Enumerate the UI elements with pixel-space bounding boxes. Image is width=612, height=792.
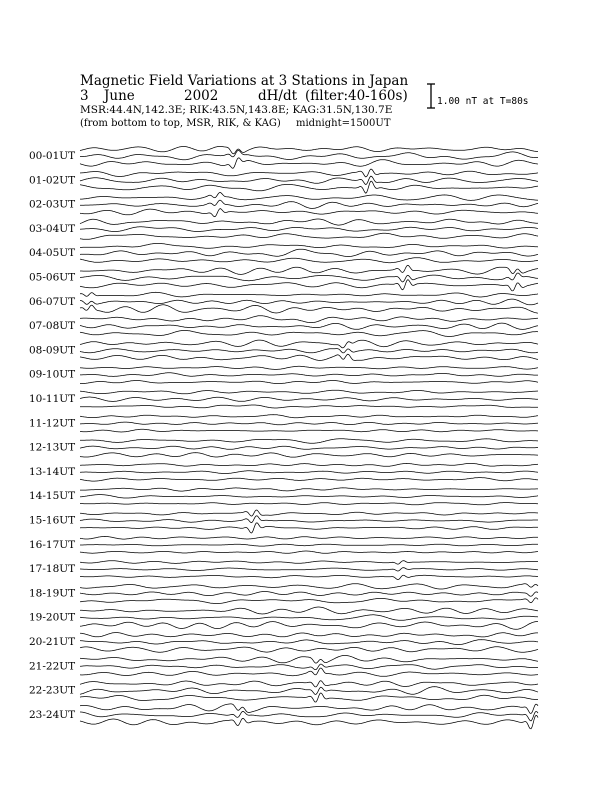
row-label: 06-07UT bbox=[29, 295, 76, 308]
trace-rik bbox=[80, 397, 538, 401]
trace-msr bbox=[80, 693, 538, 702]
trace-rik bbox=[80, 592, 538, 597]
trace-kag bbox=[80, 561, 538, 565]
trace-rik bbox=[80, 544, 538, 546]
trace-kag bbox=[80, 439, 538, 443]
row-label: 16-17UT bbox=[29, 538, 76, 551]
trace-rik bbox=[80, 176, 538, 184]
trace-kag bbox=[80, 366, 538, 369]
trace-kag bbox=[80, 584, 538, 589]
row-label: 13-14UT bbox=[29, 465, 76, 478]
trace-rik bbox=[80, 664, 538, 670]
trace-msr bbox=[80, 523, 538, 533]
hour-row bbox=[29, 681, 538, 702]
trace-kag bbox=[80, 193, 538, 201]
row-label: 14-15UT bbox=[29, 490, 76, 503]
trace-kag bbox=[80, 655, 538, 663]
trace-kag bbox=[80, 607, 538, 614]
row-label: 03-04UT bbox=[29, 222, 76, 235]
trace-kag bbox=[80, 633, 538, 637]
hour-row bbox=[29, 439, 538, 457]
trace-msr bbox=[80, 622, 538, 630]
hour-row bbox=[29, 704, 538, 729]
row-label: 10-11UT bbox=[29, 393, 76, 405]
trace-msr bbox=[80, 575, 538, 579]
trace-rik bbox=[80, 349, 538, 353]
row-label: 09-10UT bbox=[29, 368, 76, 381]
hour-row bbox=[29, 340, 538, 360]
traces-layer bbox=[29, 146, 538, 728]
date-year: 2002 bbox=[184, 88, 219, 104]
hour-row bbox=[29, 243, 538, 262]
hour-row bbox=[29, 536, 538, 553]
chart-title: Magnetic Field Variations at 3 Stations in Japan bbox=[80, 73, 409, 89]
trace-rik bbox=[80, 687, 538, 695]
row-label: 22-23UT bbox=[29, 684, 76, 697]
hour-row bbox=[29, 219, 538, 239]
trace-msr bbox=[80, 305, 538, 313]
trace-kag bbox=[80, 340, 538, 348]
trace-msr bbox=[80, 453, 538, 458]
row-label: 15-16UT bbox=[29, 514, 76, 527]
trace-msr bbox=[80, 668, 538, 676]
trace-kag bbox=[80, 463, 538, 466]
row-label: 18-19UT bbox=[29, 587, 76, 600]
trace-msr bbox=[80, 258, 538, 263]
trace-msr bbox=[80, 503, 538, 505]
hour-row bbox=[29, 169, 538, 193]
trace-kag bbox=[80, 415, 538, 418]
trace-rik bbox=[80, 640, 538, 645]
trace-rik bbox=[80, 150, 538, 159]
scale-label: 1.00 nT at T=80s bbox=[437, 96, 529, 107]
quantity-label: dH/dt bbox=[258, 88, 298, 104]
trace-rik bbox=[80, 273, 538, 282]
trace-rik bbox=[80, 568, 538, 571]
stations-line: MSR:44.4N,142.3E; RIK:43.5N,143.8E; KAG:31.5N,130.7E bbox=[80, 104, 393, 116]
hour-row bbox=[29, 292, 538, 313]
scale-bar bbox=[427, 84, 435, 108]
trace-msr bbox=[80, 280, 538, 291]
trace-msr bbox=[80, 478, 538, 482]
row-label: 00-01UT bbox=[29, 150, 76, 162]
trace-kag bbox=[80, 292, 538, 297]
hour-row bbox=[29, 510, 538, 533]
trace-msr bbox=[80, 330, 538, 336]
trace-rik bbox=[80, 227, 538, 232]
trace-kag bbox=[80, 510, 538, 516]
trace-kag bbox=[80, 146, 538, 153]
hour-row bbox=[29, 366, 538, 383]
trace-kag bbox=[80, 219, 538, 225]
trace-msr bbox=[80, 405, 538, 408]
filter-label: (filter:40-160s) bbox=[305, 88, 408, 104]
row-label: 01-02UT bbox=[29, 174, 76, 187]
trace-msr bbox=[80, 715, 538, 729]
trace-kag bbox=[80, 243, 538, 248]
trace-rik bbox=[80, 323, 538, 329]
trace-rik bbox=[80, 495, 538, 498]
trace-rik bbox=[80, 422, 538, 425]
row-label: 12-13UT bbox=[29, 441, 76, 454]
trace-msr bbox=[80, 209, 538, 217]
trace-rik bbox=[80, 615, 538, 621]
row-label: 23-24UT bbox=[29, 708, 76, 721]
trace-kag bbox=[80, 169, 538, 177]
row-label: 07-08UT bbox=[29, 320, 76, 333]
trace-kag bbox=[80, 488, 538, 491]
row-label: 20-21UT bbox=[29, 636, 76, 648]
row-label: 08-09UT bbox=[29, 344, 76, 357]
trace-rik bbox=[80, 200, 538, 208]
trace-msr bbox=[80, 181, 538, 193]
trace-kag bbox=[80, 265, 538, 274]
row-label: 02-03UT bbox=[29, 198, 76, 211]
trace-rik bbox=[80, 299, 538, 305]
hour-row bbox=[29, 390, 538, 408]
trace-rik bbox=[80, 711, 538, 721]
trace-kag bbox=[80, 681, 538, 687]
trace-msr bbox=[80, 381, 538, 384]
trace-msr bbox=[80, 647, 538, 652]
row-label: 05-06UT bbox=[29, 271, 76, 284]
trace-msr bbox=[80, 429, 538, 432]
trace-kag bbox=[80, 536, 538, 539]
trace-rik bbox=[80, 249, 538, 256]
hour-row bbox=[29, 463, 538, 481]
trace-kag bbox=[80, 390, 538, 394]
hour-row bbox=[29, 607, 538, 629]
trace-msr bbox=[80, 598, 538, 604]
hour-row bbox=[29, 415, 538, 432]
row-label: 11-12UT bbox=[29, 417, 76, 430]
date-day: 3 bbox=[80, 88, 89, 104]
trace-rik bbox=[80, 373, 538, 377]
hour-row bbox=[29, 633, 538, 653]
row-label: 04-05UT bbox=[29, 247, 76, 260]
hour-row bbox=[29, 488, 538, 505]
trace-kag bbox=[80, 316, 538, 323]
midnight-note: midnight=1500UT bbox=[296, 118, 391, 129]
hour-row bbox=[29, 584, 538, 604]
trace-kag bbox=[80, 704, 538, 714]
trace-msr bbox=[80, 551, 538, 553]
row-label: 21-22UT bbox=[29, 660, 76, 673]
trace-rik bbox=[80, 471, 538, 474]
date-month: June bbox=[104, 88, 135, 104]
trace-rik bbox=[80, 446, 538, 449]
trace-msr bbox=[80, 158, 538, 168]
hour-row bbox=[29, 265, 538, 291]
trace-rik bbox=[80, 516, 538, 523]
hour-row bbox=[29, 146, 538, 168]
row-label: 17-18UT bbox=[29, 563, 76, 576]
hour-row bbox=[29, 561, 538, 580]
hour-row bbox=[29, 655, 538, 676]
hour-row bbox=[29, 316, 538, 337]
order-note: (from bottom to top, MSR, RIK, & KAG) bbox=[80, 118, 281, 129]
trace-msr bbox=[80, 233, 538, 239]
hour-row bbox=[29, 193, 538, 217]
row-label: 19-20UT bbox=[29, 611, 76, 624]
trace-msr bbox=[80, 354, 538, 360]
